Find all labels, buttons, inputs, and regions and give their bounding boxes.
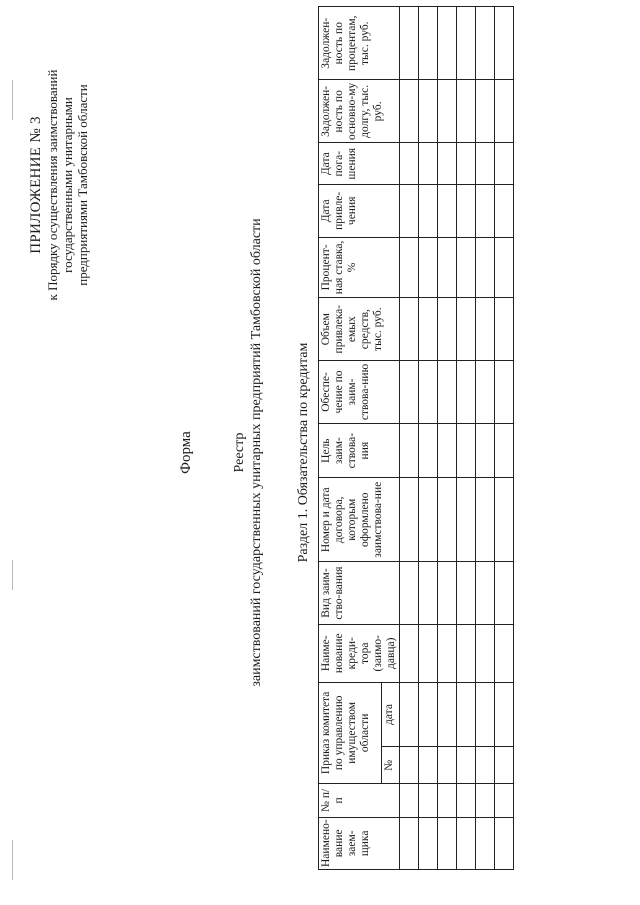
table-cell <box>438 478 457 562</box>
table-cell <box>400 237 419 298</box>
appendix-line: предприятиями Тамбовской области <box>75 84 90 286</box>
table-cell <box>400 478 419 562</box>
table-cell <box>476 478 495 562</box>
registry-title: Реестр <box>232 432 247 473</box>
table-cell <box>495 237 514 298</box>
table-cell <box>400 80 419 143</box>
table-cell <box>476 185 495 237</box>
table-cell <box>438 817 457 869</box>
appendix-block <box>28 25 90 345</box>
table-cell <box>476 747 495 784</box>
table-cell <box>476 624 495 682</box>
table-cell <box>438 562 457 625</box>
table-cell <box>457 423 476 477</box>
table-row <box>457 7 476 870</box>
header-borrower-name: Наимено-вание заем-щика <box>319 817 400 869</box>
table-cell <box>457 562 476 625</box>
table-cell <box>457 361 476 424</box>
header-date-raised: Дата привле-чения <box>319 185 400 237</box>
table-cell <box>438 624 457 682</box>
table-cell <box>495 298 514 361</box>
table-cell <box>457 7 476 80</box>
table-cell <box>495 784 514 818</box>
table-cell <box>457 185 476 237</box>
table-cell <box>457 784 476 818</box>
header-order-date: дата <box>381 682 399 747</box>
table-row <box>400 7 419 870</box>
table-cell <box>400 361 419 424</box>
table-cell <box>419 682 438 747</box>
table-cell <box>495 747 514 784</box>
table-cell <box>438 143 457 185</box>
table-cell <box>476 7 495 80</box>
table-cell <box>476 298 495 361</box>
table-cell <box>476 784 495 818</box>
header-principal-debt: Задолжен-ность по основно-му долгу, тыс. руб. <box>319 80 400 143</box>
table-cell <box>438 298 457 361</box>
appendix-title: ПРИЛОЖЕНИЕ № 3 <box>28 116 44 254</box>
table-cell <box>476 80 495 143</box>
table-cell <box>476 237 495 298</box>
table-cell <box>400 562 419 625</box>
table-cell <box>438 361 457 424</box>
table-cell <box>457 817 476 869</box>
table-cell <box>495 817 514 869</box>
table-cell <box>476 817 495 869</box>
header-interest-debt: Задолжен-ность по процентам, тыс. руб. <box>319 7 400 80</box>
table-cell <box>476 562 495 625</box>
header-contract: Номер и дата договора, которым оформлено заимствова-ние <box>319 478 400 562</box>
table-cell <box>419 361 438 424</box>
table-cell <box>495 682 514 747</box>
header-order-no: № <box>381 747 399 784</box>
header-date-repaid: Дата пога-шения <box>319 143 400 185</box>
table-cell <box>495 361 514 424</box>
table-cell <box>495 423 514 477</box>
table-cell <box>400 143 419 185</box>
table-cell <box>495 624 514 682</box>
table-cell <box>400 784 419 818</box>
table-cell <box>419 7 438 80</box>
table-row <box>419 7 438 870</box>
table-cell <box>419 185 438 237</box>
registry-subtitle: заимствований государственных унитарных предприятий Тамбовской области <box>249 218 264 687</box>
table-cell <box>476 682 495 747</box>
table-cell <box>438 80 457 143</box>
table-cell <box>400 185 419 237</box>
table-cell <box>419 747 438 784</box>
table-cell <box>495 478 514 562</box>
table-cell <box>400 624 419 682</box>
table-cell <box>476 361 495 424</box>
table-cell <box>419 478 438 562</box>
table-cell <box>419 817 438 869</box>
table-cell <box>400 747 419 784</box>
table-row <box>438 7 457 870</box>
header-borrowing-type: Вид заим-ство-вания <box>319 562 400 625</box>
table-cell <box>438 747 457 784</box>
table-cell <box>419 143 438 185</box>
credit-obligations-table <box>318 6 514 870</box>
scan-margin-mark <box>12 560 13 590</box>
header-rate: Процент-ная ставка, % <box>319 237 400 298</box>
table-cell <box>495 143 514 185</box>
table-row <box>476 7 495 870</box>
table-cell <box>438 7 457 80</box>
header-amount: Объем привлека-емых средств, тыс. руб. <box>319 298 400 361</box>
table-cell <box>438 682 457 747</box>
table-cell <box>400 423 419 477</box>
table-cell <box>419 562 438 625</box>
table-row <box>495 7 514 870</box>
table-cell <box>400 7 419 80</box>
table-cell <box>419 423 438 477</box>
table-cell <box>495 80 514 143</box>
table-header-row <box>319 7 382 870</box>
table-cell <box>400 298 419 361</box>
table-cell <box>419 298 438 361</box>
table-cell <box>438 784 457 818</box>
table-cell <box>457 624 476 682</box>
table-cell <box>457 143 476 185</box>
table-cell <box>457 298 476 361</box>
table-cell <box>438 237 457 298</box>
table-cell <box>476 143 495 185</box>
table-cell <box>419 237 438 298</box>
appendix-line: к Порядку осуществления заимствований <box>45 69 60 301</box>
table-cell <box>495 562 514 625</box>
header-committee-order: Приказ комитета по управлению имуществом области <box>319 682 382 784</box>
table-cell <box>457 682 476 747</box>
table-cell <box>419 624 438 682</box>
scan-margin-mark <box>12 840 13 880</box>
table-cell <box>419 80 438 143</box>
table-cell <box>400 682 419 747</box>
table-cell <box>438 185 457 237</box>
table-cell <box>400 817 419 869</box>
table-cell <box>476 423 495 477</box>
table-cell <box>495 185 514 237</box>
table-cell <box>457 237 476 298</box>
appendix-line: государственными унитарными <box>60 97 75 273</box>
table-cell <box>495 7 514 80</box>
scan-margin-mark <box>12 80 13 120</box>
table-cell <box>457 80 476 143</box>
table-cell <box>419 784 438 818</box>
form-label: Форма <box>178 431 194 474</box>
table-cell <box>438 423 457 477</box>
header-creditor-name: Наиме-нование креди-тора (заимо-давца) <box>319 624 400 682</box>
section-title: Раздел 1. Обязательства по кредитам <box>296 342 311 563</box>
header-security: Обеспе-чение по заим-ствова-нию <box>319 361 400 424</box>
header-purpose: Цель заим-ствова-ния <box>319 423 400 477</box>
table-cell <box>457 478 476 562</box>
header-number: № п/п <box>319 784 400 818</box>
table-cell <box>457 747 476 784</box>
